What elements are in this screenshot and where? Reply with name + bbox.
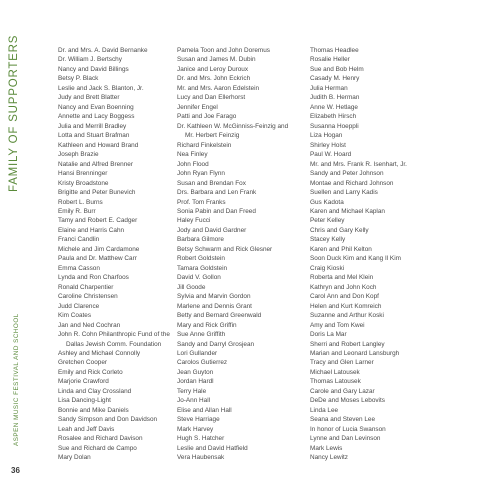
supporter-name: Susan and James M. Dubin bbox=[177, 56, 256, 64]
supporter-name: Jordan Hardl bbox=[177, 378, 214, 386]
publication-footer-text: ASPEN MUSIC FESTIVAL AND SCHOOL bbox=[13, 313, 20, 446]
supporter-name: Karen and Michael Kaplan bbox=[310, 207, 385, 215]
supporter-name: Richard Finkelstein bbox=[177, 141, 232, 149]
supporter-name: Robert Goldstein bbox=[177, 255, 225, 263]
supporter-name: John Ryan Flynn bbox=[177, 170, 225, 178]
supporter-name: Pamela Toon and John Doremus bbox=[177, 47, 270, 54]
supporter-name: Tamy and Robert E. Cadger bbox=[58, 217, 138, 225]
supporter-name: Prof. Tom Franks bbox=[177, 198, 226, 206]
supporter-name: Sue and Richard de Campo bbox=[58, 444, 137, 452]
supporter-name: Sue Anne Griffith bbox=[177, 331, 226, 339]
supporter-name: Kristy Broadstone bbox=[58, 179, 109, 187]
supporter-name: Julia Herman bbox=[310, 84, 348, 92]
supporter-name: John Flood bbox=[177, 160, 209, 168]
supporter-name: Emily and Rick Corleto bbox=[58, 368, 123, 376]
section-title bbox=[8, 22, 24, 192]
supporter-name: Nea Finley bbox=[177, 151, 208, 159]
supporter-name: Anne W. Hetlage bbox=[310, 103, 358, 111]
supporter-name: Mary Dolan bbox=[58, 454, 91, 462]
supporter-name: Patti and Joe Farago bbox=[177, 113, 237, 121]
supporter-name: Steve Harriage bbox=[177, 416, 220, 424]
supporter-name: Michele and Jim Cardamone bbox=[58, 245, 140, 253]
supporter-name: Kathryn and John Koch bbox=[310, 283, 377, 291]
supporter-name: Lotta and Stuart Brafman bbox=[58, 132, 130, 140]
supporter-name: David V. Gollon bbox=[177, 274, 221, 282]
supporter-name: Michael Latousek bbox=[310, 368, 360, 376]
supporter-name: Lucy and Dan Ellerhorst bbox=[177, 94, 246, 102]
supporter-name: Mr. and Mrs. Frank R. Isenhart, Jr. bbox=[310, 160, 407, 168]
supporter-name: Lynne and Dan Levinson bbox=[310, 435, 381, 443]
supporter-name: Judith B. Herman bbox=[310, 94, 360, 102]
supporters-column-1 bbox=[58, 46, 170, 463]
supporter-name: Liza Hogan bbox=[310, 132, 343, 140]
supporter-name: Sherri and Robert Langley bbox=[310, 340, 385, 348]
supporter-name: Craig Kioski bbox=[310, 264, 345, 272]
supporter-name: Linda and Clay Crossland bbox=[58, 387, 132, 395]
supporter-name: Betty and Bernard Greenwald bbox=[177, 312, 262, 320]
supporter-name: Sue and Bob Helm bbox=[310, 65, 364, 73]
supporter-name: Kathleen and Howard Brand bbox=[58, 141, 139, 149]
supporter-name: Jennifer Engel bbox=[177, 103, 218, 111]
supporter-name: Sandy and Darryl Grosjean bbox=[177, 340, 255, 348]
supporter-name: Vera Haubensak bbox=[177, 454, 225, 462]
supporter-name: Terry Hale bbox=[177, 387, 207, 395]
supporter-name: Susanna Hoeppli bbox=[310, 122, 359, 130]
supporter-name: Helen and Kurt Komreich bbox=[310, 302, 382, 310]
supporter-name: Seana and Steven Lee bbox=[310, 416, 376, 424]
supporter-name: Susan and Brendan Fox bbox=[177, 179, 246, 187]
supporters-column-3 bbox=[310, 46, 407, 463]
supporter-name: Drs. Barbara and Len Frank bbox=[177, 189, 257, 197]
supporter-name: Bonnie and Mike Daniels bbox=[58, 406, 129, 414]
supporter-name: Haley Fucci bbox=[177, 217, 211, 225]
supporter-name: Hansi Brenninger bbox=[58, 170, 108, 178]
supporter-name: Leslie and Jack S. Blanton, Jr. bbox=[58, 84, 144, 92]
supporter-name: Gretchen Cooper bbox=[58, 359, 108, 367]
supporter-name: John R. Cohn Philanthropic Fund of the bbox=[58, 331, 170, 339]
supporter-name: Caroline Christensen bbox=[58, 293, 118, 301]
supporter-name: Suzanne and Arthur Koski bbox=[310, 312, 384, 320]
supporter-name: Dr. and Mrs. John Eckrich bbox=[177, 75, 251, 83]
supporter-name: Paul W. Hoard bbox=[310, 151, 352, 159]
supporter-name: Natalie and Alfred Brenner bbox=[58, 160, 133, 168]
supporter-name: Marjorie Crawford bbox=[58, 378, 109, 386]
supporter-name: Peter Kelley bbox=[310, 217, 345, 225]
supporter-name: Robert L. Burns bbox=[58, 198, 103, 206]
supporter-name: Mr. and Mrs. Aaron Edelstein bbox=[177, 84, 260, 92]
supporter-name: Nancy and Evan Boenning bbox=[58, 103, 134, 111]
supporter-name: Shirley Holst bbox=[310, 141, 346, 149]
supporter-name: Carol Ann and Don Kopf bbox=[310, 293, 379, 301]
supporter-name: Sylvia and Marvin Gordon bbox=[177, 293, 251, 301]
supporter-name: Julia and Merrill Bradley bbox=[58, 122, 127, 130]
supporter-name: Jody and David Gardner bbox=[177, 226, 247, 234]
supporter-name: Soon Duck Kim and Kang Il Kim bbox=[310, 255, 401, 263]
supporter-name: Rosalee and Richard Davison bbox=[58, 435, 143, 443]
supporters-column-2 bbox=[177, 46, 288, 463]
supporter-name: Nancy and David Billings bbox=[58, 65, 129, 73]
supporter-name: Franci Candlin bbox=[58, 236, 100, 244]
publication-footer bbox=[13, 240, 23, 446]
supporter-name: Judd Clarence bbox=[58, 302, 100, 310]
supporter-name: Ashley and Michael Connolly bbox=[58, 350, 141, 357]
supporter-name: Rosalie Heller bbox=[310, 56, 350, 64]
section-title-text: FAMILY OF SUPPORTERS bbox=[8, 34, 20, 192]
supporter-name: Elise and Allan Hall bbox=[177, 406, 232, 414]
supporter-name: Sandy Simpson and Don Davidson bbox=[58, 416, 158, 424]
supporter-name: Leah and Jeff Davis bbox=[58, 425, 115, 433]
supporter-name: Dallas Jewish Comm. Foundation bbox=[66, 340, 162, 348]
supporter-name: Chris and Gary Kelly bbox=[310, 226, 369, 234]
supporter-name: Betsy P. Black bbox=[58, 75, 99, 83]
supporter-name: Lynda and Ron Charfoos bbox=[58, 274, 129, 282]
supporter-name: Barbara Gilmore bbox=[177, 236, 224, 244]
supporter-name: Elaine and Harris Cahn bbox=[58, 226, 125, 234]
supporter-name: Kim Coates bbox=[58, 312, 92, 320]
supporter-name: Mark Lewis bbox=[310, 444, 343, 452]
supporter-name: Gus Kadota bbox=[310, 198, 344, 206]
supporter-name: Lori Gullander bbox=[177, 350, 218, 357]
supporter-name: Ronald Charpentier bbox=[58, 283, 114, 291]
supporter-name: Doris La Mar bbox=[310, 331, 347, 339]
supporter-name: Mr. Herbert Feinzig bbox=[185, 132, 240, 140]
supporter-name: Annette and Lacy Boggess bbox=[58, 113, 135, 121]
supporter-name: Stacey Kelly bbox=[310, 236, 346, 244]
supporter-name: Suellen and Larry Kadis bbox=[310, 189, 378, 197]
supporter-name: Roberta and Mel Klein bbox=[310, 274, 374, 282]
supporter-name: Jill Goode bbox=[177, 283, 206, 291]
supporter-name: Mark Harvey bbox=[177, 425, 214, 433]
supporter-name: Tamara Goldstein bbox=[177, 264, 228, 272]
supporter-name: Carolos Gutierrez bbox=[177, 359, 228, 367]
supporter-name: Brigitte and Peter Bunevich bbox=[58, 189, 136, 197]
supporter-name: Emma Casson bbox=[58, 264, 100, 272]
supporter-name: Amy and Tom Kwei bbox=[310, 321, 365, 329]
supporter-name: Leslie and David Hatfield bbox=[177, 444, 248, 452]
supporter-name: Mary and Rick Griffin bbox=[177, 321, 237, 329]
supporter-name: Karen and Phil Kelton bbox=[310, 245, 372, 253]
supporter-name: Sonia Pabin and Dan Freed bbox=[177, 207, 256, 215]
supporter-name: Judy and Brett Blatter bbox=[58, 94, 120, 102]
supporter-name: Janice and Leroy Duroux bbox=[177, 65, 249, 73]
page-number: 36 bbox=[11, 466, 20, 475]
supporter-name: Emily R. Burr bbox=[58, 207, 96, 215]
supporter-name: Sandy and Peter Johnson bbox=[310, 170, 384, 178]
supporter-name: Joseph Brazie bbox=[58, 151, 99, 159]
supporter-name: DeDe and Moses Lebovits bbox=[310, 397, 385, 405]
supporter-name: Thomas Headlee bbox=[310, 47, 359, 54]
supporter-name: Thomas Latousek bbox=[310, 378, 361, 386]
supporter-name: Paula and Dr. Matthew Carr bbox=[58, 255, 137, 263]
supporter-name: Montae and Richard Johnson bbox=[310, 179, 394, 187]
supporter-name: Linda Lee bbox=[310, 406, 339, 414]
supporter-name: Marian and Leonard Lansburgh bbox=[310, 350, 400, 357]
supporter-name: Jo-Ann Hall bbox=[177, 397, 211, 405]
supporter-name: Elizabeth Hirsch bbox=[310, 113, 357, 121]
supporter-name: Lisa Dancing-Light bbox=[58, 397, 111, 405]
supporter-name: Casady M. Henry bbox=[310, 75, 360, 83]
supporter-name: Tracy and Glen Larner bbox=[310, 359, 374, 367]
supporter-name: Dr. and Mrs. A. David Bernanke bbox=[58, 47, 148, 54]
supporter-name: Carole and Gary Lazar bbox=[310, 387, 375, 395]
supporter-name: Dr. Kathleen W. McGinniss-Feinzig and bbox=[177, 122, 289, 130]
supporter-name: Jean Guyton bbox=[177, 368, 214, 376]
supporter-name: Nancy Lewitz bbox=[310, 454, 349, 462]
supporter-name: Marlene and Dennis Grant bbox=[177, 302, 252, 310]
supporter-name: Dr. William J. Bertschy bbox=[58, 56, 122, 64]
supporter-name: Jan and Ned Cochran bbox=[58, 321, 121, 329]
supporter-name: In honor of Lucia Swanson bbox=[310, 425, 386, 433]
supporter-name: Betsy Schwarm and Rick Glesner bbox=[177, 245, 273, 253]
supporter-name: Hugh S. Hatcher bbox=[177, 435, 225, 443]
